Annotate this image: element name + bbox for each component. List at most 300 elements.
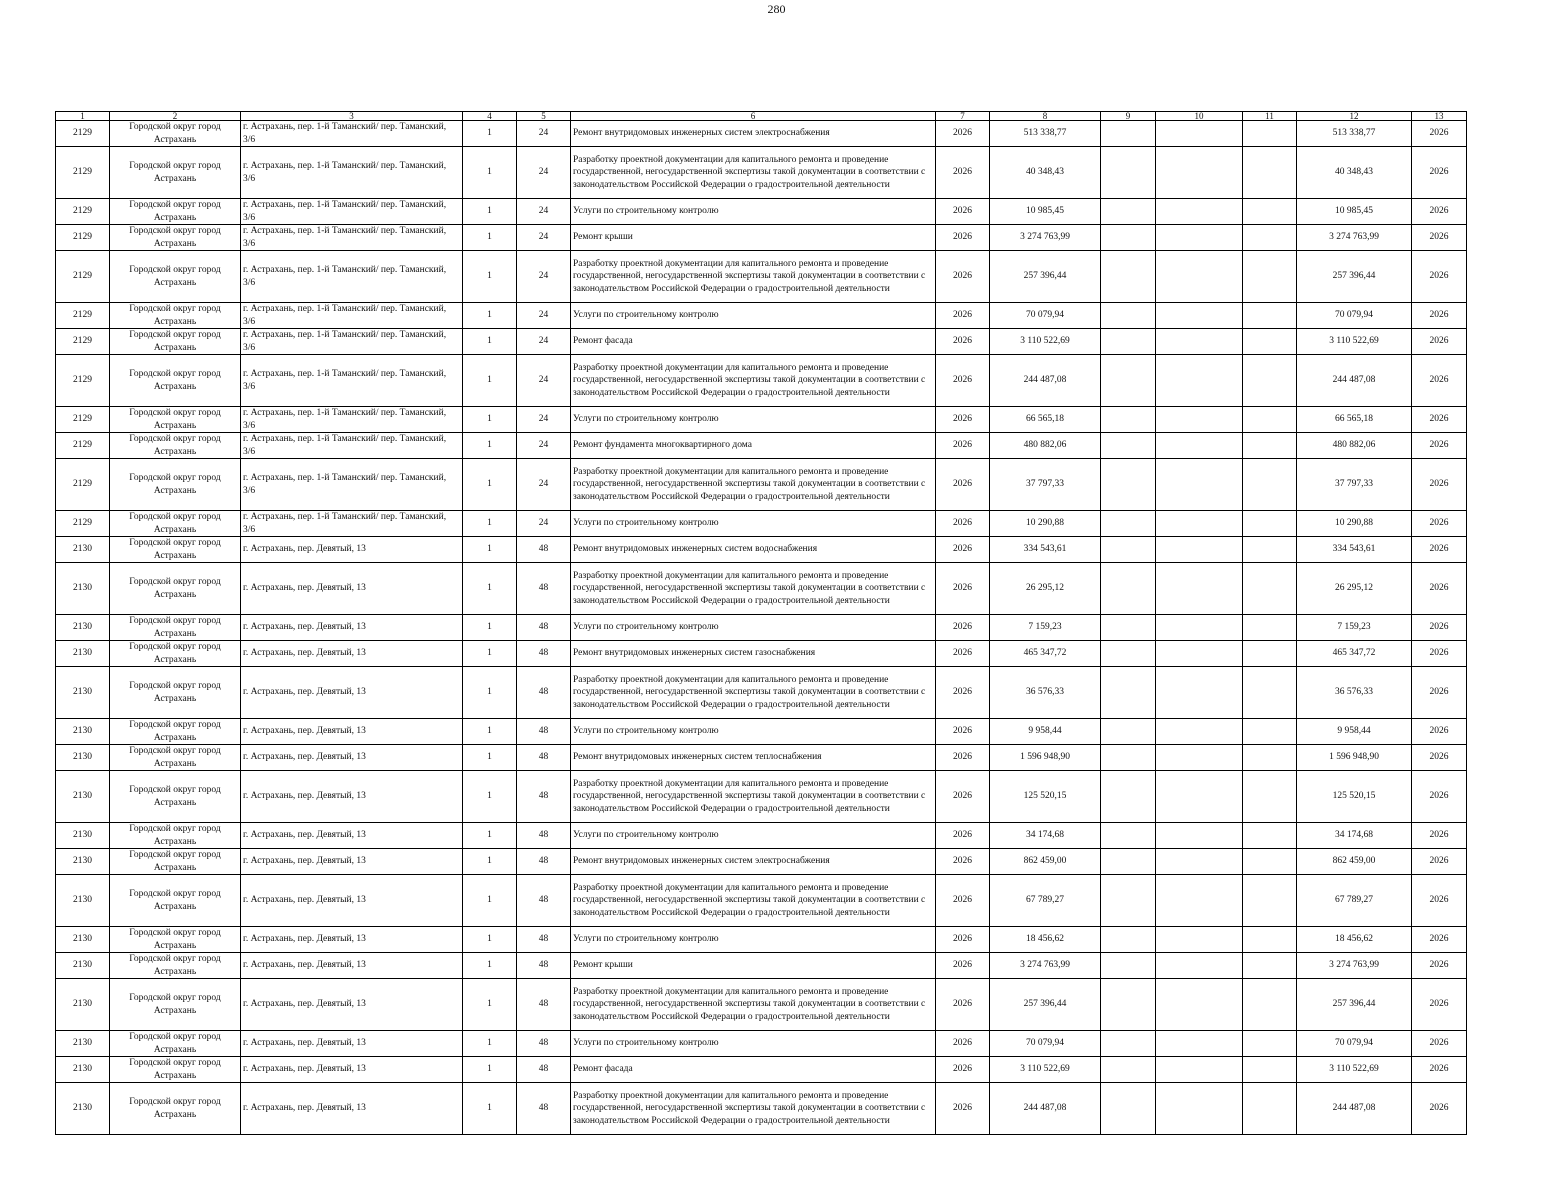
row-id-cell: 2129 — [56, 459, 110, 511]
col10-cell — [1156, 199, 1243, 225]
address-cell: г. Астрахань, пер. Девятый, 13 — [241, 641, 463, 667]
work-type-cell: Разработку проектной документации для капитального ремонта и проведение государственной, негосударственной экспертизы такой документации в соответствии с законодательством Российской Федерации о градостроительной деятельности — [571, 459, 936, 511]
municipality-cell: Городской округ город Астрахань — [110, 667, 241, 719]
work-type-cell: Разработку проектной документации для капитального ремонта и проведение государственной, негосударственной экспертизы такой документации в соответствии с законодательством Российской Федерации о градостроительной деятельности — [571, 667, 936, 719]
address-cell: г. Астрахань, пер. Девятый, 13 — [241, 745, 463, 771]
col9-cell — [1101, 823, 1156, 849]
address-cell: г. Астрахань, пер. 1-й Таманский/ пер. Таманский, 3/6 — [241, 355, 463, 407]
row-id-cell: 2130 — [56, 537, 110, 563]
end-year-cell: 2026 — [1412, 147, 1467, 199]
municipality-cell: Городской округ город Астрахань — [110, 1083, 241, 1135]
total-cell: 125 520,15 — [1297, 771, 1412, 823]
end-year-cell: 2026 — [1412, 667, 1467, 719]
end-year-cell: 2026 — [1412, 511, 1467, 537]
municipality-cell: Городской округ город Астрахань — [110, 355, 241, 407]
col10-cell — [1156, 615, 1243, 641]
table-row — [56, 407, 1467, 433]
col5-cell: 24 — [517, 121, 571, 147]
work-type-cell: Ремонт крыши — [571, 225, 936, 251]
municipality-cell: Городской округ город Астрахань — [110, 875, 241, 927]
col4-cell: 1 — [463, 121, 517, 147]
table-row — [56, 251, 1467, 303]
amount-cell: 3 274 763,99 — [990, 953, 1101, 979]
col5-cell: 24 — [517, 225, 571, 251]
column-header: 3 — [241, 112, 463, 121]
row-id-cell: 2130 — [56, 641, 110, 667]
amount-cell: 67 789,27 — [990, 875, 1101, 927]
work-type-cell: Разработку проектной документации для капитального ремонта и проведение государственной, негосударственной экспертизы такой документации в соответствии с законодательством Российской Федерации о градостроительной деятельности — [571, 147, 936, 199]
col5-cell: 48 — [517, 849, 571, 875]
column-header: 7 — [936, 112, 990, 121]
col11-cell — [1243, 979, 1297, 1031]
work-type-cell: Разработку проектной документации для капитального ремонта и проведение государственной, негосударственной экспертизы такой документации в соответствии с законодательством Российской Федерации о градостроительной деятельности — [571, 875, 936, 927]
row-id-cell: 2130 — [56, 875, 110, 927]
work-type-cell: Ремонт внутридомовых инженерных систем электроснабжения — [571, 121, 936, 147]
year-cell: 2026 — [936, 303, 990, 329]
col5-cell: 24 — [517, 355, 571, 407]
address-cell: г. Астрахань, пер. Девятый, 13 — [241, 927, 463, 953]
total-cell: 18 456,62 — [1297, 927, 1412, 953]
amount-cell: 244 487,08 — [990, 1083, 1101, 1135]
column-header: 4 — [463, 112, 517, 121]
work-type-cell: Ремонт фундамента многоквартирного дома — [571, 433, 936, 459]
total-cell: 3 110 522,69 — [1297, 329, 1412, 355]
municipality-cell: Городской округ город Астрахань — [110, 823, 241, 849]
end-year-cell: 2026 — [1412, 121, 1467, 147]
address-cell: г. Астрахань, пер. Девятый, 13 — [241, 979, 463, 1031]
year-cell: 2026 — [936, 615, 990, 641]
work-type-cell: Разработку проектной документации для капитального ремонта и проведение государственной, негосударственной экспертизы такой документации в соответствии с законодательством Российской Федерации о градостроительной деятельности — [571, 771, 936, 823]
end-year-cell: 2026 — [1412, 875, 1467, 927]
col4-cell: 1 — [463, 641, 517, 667]
amount-cell: 3 110 522,69 — [990, 329, 1101, 355]
municipality-cell: Городской округ город Астрахань — [110, 745, 241, 771]
col10-cell — [1156, 225, 1243, 251]
amount-cell: 26 295,12 — [990, 563, 1101, 615]
col10-cell — [1156, 537, 1243, 563]
table-row — [56, 823, 1467, 849]
table-row — [56, 1057, 1467, 1083]
col10-cell — [1156, 407, 1243, 433]
col5-cell: 48 — [517, 1083, 571, 1135]
table-row — [56, 563, 1467, 615]
column-header: 6 — [571, 112, 936, 121]
amount-cell: 3 110 522,69 — [990, 1057, 1101, 1083]
total-cell: 513 338,77 — [1297, 121, 1412, 147]
col10-cell — [1156, 433, 1243, 459]
end-year-cell: 2026 — [1412, 251, 1467, 303]
work-type-cell: Разработку проектной документации для капитального ремонта и проведение государственной, негосударственной экспертизы такой документации в соответствии с законодательством Российской Федерации о градостроительной деятельности — [571, 355, 936, 407]
table-row — [56, 771, 1467, 823]
total-cell: 9 958,44 — [1297, 719, 1412, 745]
municipality-cell: Городской округ город Астрахань — [110, 979, 241, 1031]
col4-cell: 1 — [463, 1057, 517, 1083]
col5-cell: 24 — [517, 459, 571, 511]
amount-cell: 66 565,18 — [990, 407, 1101, 433]
amount-cell: 40 348,43 — [990, 147, 1101, 199]
col4-cell: 1 — [463, 667, 517, 719]
year-cell: 2026 — [936, 1031, 990, 1057]
col4-cell: 1 — [463, 1083, 517, 1135]
col4-cell: 1 — [463, 199, 517, 225]
amount-cell: 70 079,94 — [990, 1031, 1101, 1057]
col4-cell: 1 — [463, 823, 517, 849]
amount-cell: 513 338,77 — [990, 121, 1101, 147]
amount-cell: 257 396,44 — [990, 251, 1101, 303]
col5-cell: 48 — [517, 641, 571, 667]
col4-cell: 1 — [463, 953, 517, 979]
col10-cell — [1156, 1031, 1243, 1057]
work-type-cell: Ремонт фасада — [571, 1057, 936, 1083]
col9-cell — [1101, 1031, 1156, 1057]
col10-cell — [1156, 953, 1243, 979]
table-row — [56, 875, 1467, 927]
amount-cell: 9 958,44 — [990, 719, 1101, 745]
work-type-cell: Ремонт крыши — [571, 953, 936, 979]
col9-cell — [1101, 771, 1156, 823]
col11-cell — [1243, 511, 1297, 537]
col11-cell — [1243, 641, 1297, 667]
col9-cell — [1101, 303, 1156, 329]
amount-cell: 10 985,45 — [990, 199, 1101, 225]
total-cell: 3 274 763,99 — [1297, 953, 1412, 979]
amount-cell: 34 174,68 — [990, 823, 1101, 849]
col5-cell: 24 — [517, 303, 571, 329]
table-row — [56, 121, 1467, 147]
col11-cell — [1243, 199, 1297, 225]
col11-cell — [1243, 225, 1297, 251]
municipality-cell: Городской округ город Астрахань — [110, 121, 241, 147]
row-id-cell: 2130 — [56, 771, 110, 823]
amount-cell: 3 274 763,99 — [990, 225, 1101, 251]
row-id-cell: 2130 — [56, 667, 110, 719]
municipality-cell: Городской округ город Астрахань — [110, 459, 241, 511]
end-year-cell: 2026 — [1412, 641, 1467, 667]
table-row — [56, 355, 1467, 407]
work-type-cell: Ремонт внутридомовых инженерных систем газоснабжения — [571, 641, 936, 667]
col5-cell: 48 — [517, 667, 571, 719]
col9-cell — [1101, 1083, 1156, 1135]
col4-cell: 1 — [463, 459, 517, 511]
address-cell: г. Астрахань, пер. Девятый, 13 — [241, 563, 463, 615]
municipality-cell: Городской округ город Астрахань — [110, 849, 241, 875]
address-cell: г. Астрахань, пер. 1-й Таманский/ пер. Таманский, 3/6 — [241, 303, 463, 329]
work-type-cell: Услуги по строительному контролю — [571, 823, 936, 849]
col11-cell — [1243, 121, 1297, 147]
address-cell: г. Астрахань, пер. 1-й Таманский/ пер. Таманский, 3/6 — [241, 511, 463, 537]
row-id-cell: 2130 — [56, 719, 110, 745]
end-year-cell: 2026 — [1412, 927, 1467, 953]
amount-cell: 862 459,00 — [990, 849, 1101, 875]
col10-cell — [1156, 303, 1243, 329]
amount-cell: 37 797,33 — [990, 459, 1101, 511]
col4-cell: 1 — [463, 329, 517, 355]
col9-cell — [1101, 355, 1156, 407]
year-cell: 2026 — [936, 537, 990, 563]
col10-cell — [1156, 979, 1243, 1031]
year-cell: 2026 — [936, 1057, 990, 1083]
municipality-cell: Городской округ город Астрахань — [110, 329, 241, 355]
col9-cell — [1101, 615, 1156, 641]
col4-cell: 1 — [463, 745, 517, 771]
year-cell: 2026 — [936, 953, 990, 979]
col11-cell — [1243, 953, 1297, 979]
municipality-cell: Городской округ город Астрахань — [110, 953, 241, 979]
table-row — [56, 719, 1467, 745]
year-cell: 2026 — [936, 1083, 990, 1135]
year-cell: 2026 — [936, 641, 990, 667]
total-cell: 465 347,72 — [1297, 641, 1412, 667]
col10-cell — [1156, 875, 1243, 927]
col10-cell — [1156, 849, 1243, 875]
work-type-cell: Услуги по строительному контролю — [571, 615, 936, 641]
work-type-cell: Услуги по строительному контролю — [571, 511, 936, 537]
col9-cell — [1101, 147, 1156, 199]
work-type-cell: Ремонт фасада — [571, 329, 936, 355]
address-cell: г. Астрахань, пер. Девятый, 13 — [241, 823, 463, 849]
total-cell: 480 882,06 — [1297, 433, 1412, 459]
col9-cell — [1101, 121, 1156, 147]
year-cell: 2026 — [936, 771, 990, 823]
table-row — [56, 927, 1467, 953]
col5-cell: 24 — [517, 511, 571, 537]
work-type-cell: Услуги по строительному контролю — [571, 927, 936, 953]
municipality-cell: Городской округ город Астрахань — [110, 303, 241, 329]
year-cell: 2026 — [936, 719, 990, 745]
end-year-cell: 2026 — [1412, 823, 1467, 849]
address-cell: г. Астрахань, пер. Девятый, 13 — [241, 1083, 463, 1135]
work-type-cell: Разработку проектной документации для капитального ремонта и проведение государственной, негосударственной экспертизы такой документации в соответствии с законодательством Российской Федерации о градостроительной деятельности — [571, 251, 936, 303]
table-row — [56, 667, 1467, 719]
col11-cell — [1243, 563, 1297, 615]
address-cell: г. Астрахань, пер. 1-й Таманский/ пер. Таманский, 3/6 — [241, 433, 463, 459]
col5-cell: 48 — [517, 537, 571, 563]
col11-cell — [1243, 667, 1297, 719]
work-type-cell: Ремонт внутридомовых инженерных систем водоснабжения — [571, 537, 936, 563]
year-cell: 2026 — [936, 745, 990, 771]
col4-cell: 1 — [463, 849, 517, 875]
col11-cell — [1243, 329, 1297, 355]
col4-cell: 1 — [463, 979, 517, 1031]
col4-cell: 1 — [463, 875, 517, 927]
col11-cell — [1243, 1083, 1297, 1135]
col5-cell: 48 — [517, 563, 571, 615]
row-id-cell: 2130 — [56, 849, 110, 875]
col5-cell: 24 — [517, 407, 571, 433]
col11-cell — [1243, 355, 1297, 407]
col5-cell: 48 — [517, 823, 571, 849]
col5-cell: 48 — [517, 719, 571, 745]
municipality-cell: Городской округ город Астрахань — [110, 719, 241, 745]
total-cell: 67 789,27 — [1297, 875, 1412, 927]
col10-cell — [1156, 1083, 1243, 1135]
col5-cell: 24 — [517, 251, 571, 303]
municipality-cell: Городской округ город Астрахань — [110, 1031, 241, 1057]
row-id-cell: 2129 — [56, 251, 110, 303]
total-cell: 244 487,08 — [1297, 1083, 1412, 1135]
total-cell: 7 159,23 — [1297, 615, 1412, 641]
row-id-cell: 2130 — [56, 1083, 110, 1135]
amount-cell: 7 159,23 — [990, 615, 1101, 641]
col10-cell — [1156, 823, 1243, 849]
end-year-cell: 2026 — [1412, 563, 1467, 615]
end-year-cell: 2026 — [1412, 329, 1467, 355]
end-year-cell: 2026 — [1412, 953, 1467, 979]
capital-repair-table — [55, 111, 1467, 1135]
row-id-cell: 2130 — [56, 979, 110, 1031]
total-cell: 70 079,94 — [1297, 303, 1412, 329]
table-row — [56, 979, 1467, 1031]
col11-cell — [1243, 615, 1297, 641]
col9-cell — [1101, 875, 1156, 927]
row-id-cell: 2129 — [56, 121, 110, 147]
total-cell: 10 290,88 — [1297, 511, 1412, 537]
municipality-cell: Городской округ город Астрахань — [110, 1057, 241, 1083]
row-id-cell: 2130 — [56, 953, 110, 979]
municipality-cell: Городской округ город Астрахань — [110, 927, 241, 953]
total-cell: 10 985,45 — [1297, 199, 1412, 225]
col11-cell — [1243, 745, 1297, 771]
table-row — [56, 511, 1467, 537]
col4-cell: 1 — [463, 303, 517, 329]
end-year-cell: 2026 — [1412, 459, 1467, 511]
work-type-cell: Разработку проектной документации для капитального ремонта и проведение государственной, негосударственной экспертизы такой документации в соответствии с законодательством Российской Федерации о градостроительной деятельности — [571, 1083, 936, 1135]
amount-cell: 244 487,08 — [990, 355, 1101, 407]
amount-cell: 465 347,72 — [990, 641, 1101, 667]
row-id-cell: 2129 — [56, 355, 110, 407]
col5-cell: 48 — [517, 1057, 571, 1083]
col5-cell: 48 — [517, 979, 571, 1031]
column-header: 8 — [990, 112, 1101, 121]
year-cell: 2026 — [936, 563, 990, 615]
year-cell: 2026 — [936, 927, 990, 953]
col9-cell — [1101, 407, 1156, 433]
year-cell: 2026 — [936, 979, 990, 1031]
table-row — [56, 641, 1467, 667]
col11-cell — [1243, 771, 1297, 823]
row-id-cell: 2129 — [56, 329, 110, 355]
col4-cell: 1 — [463, 147, 517, 199]
work-type-cell: Услуги по строительному контролю — [571, 407, 936, 433]
col4-cell: 1 — [463, 719, 517, 745]
table-row — [56, 849, 1467, 875]
col9-cell — [1101, 199, 1156, 225]
table-row — [56, 329, 1467, 355]
row-id-cell: 2129 — [56, 199, 110, 225]
end-year-cell: 2026 — [1412, 719, 1467, 745]
table-row — [56, 225, 1467, 251]
col9-cell — [1101, 459, 1156, 511]
column-header: 11 — [1243, 112, 1297, 121]
address-cell: г. Астрахань, пер. Девятый, 13 — [241, 953, 463, 979]
col9-cell — [1101, 667, 1156, 719]
col9-cell — [1101, 433, 1156, 459]
col4-cell: 1 — [463, 1031, 517, 1057]
col10-cell — [1156, 511, 1243, 537]
amount-cell: 334 543,61 — [990, 537, 1101, 563]
col10-cell — [1156, 927, 1243, 953]
total-cell: 244 487,08 — [1297, 355, 1412, 407]
end-year-cell: 2026 — [1412, 745, 1467, 771]
column-header: 5 — [517, 112, 571, 121]
col9-cell — [1101, 511, 1156, 537]
col10-cell — [1156, 745, 1243, 771]
table-body — [56, 121, 1467, 1135]
col4-cell: 1 — [463, 407, 517, 433]
table-row — [56, 433, 1467, 459]
row-id-cell: 2130 — [56, 745, 110, 771]
end-year-cell: 2026 — [1412, 355, 1467, 407]
col10-cell — [1156, 1057, 1243, 1083]
col4-cell: 1 — [463, 511, 517, 537]
municipality-cell: Городской округ город Астрахань — [110, 147, 241, 199]
col5-cell: 24 — [517, 433, 571, 459]
address-cell: г. Астрахань, пер. Девятый, 13 — [241, 1057, 463, 1083]
municipality-cell: Городской округ город Астрахань — [110, 407, 241, 433]
municipality-cell: Городской округ город Астрахань — [110, 615, 241, 641]
col11-cell — [1243, 459, 1297, 511]
municipality-cell: Городской округ город Астрахань — [110, 771, 241, 823]
col5-cell: 24 — [517, 199, 571, 225]
page-number: 280 — [767, 2, 786, 16]
year-cell: 2026 — [936, 511, 990, 537]
total-cell: 3 274 763,99 — [1297, 225, 1412, 251]
col9-cell — [1101, 251, 1156, 303]
col9-cell — [1101, 225, 1156, 251]
column-header: 12 — [1297, 112, 1412, 121]
work-type-cell: Разработку проектной документации для капитального ремонта и проведение государственной, негосударственной экспертизы такой документации в соответствии с законодательством Российской Федерации о градостроительной деятельности — [571, 979, 936, 1031]
year-cell: 2026 — [936, 849, 990, 875]
col10-cell — [1156, 355, 1243, 407]
work-type-cell: Ремонт внутридомовых инженерных систем теплоснабжения — [571, 745, 936, 771]
municipality-cell: Городской округ город Астрахань — [110, 511, 241, 537]
total-cell: 34 174,68 — [1297, 823, 1412, 849]
col10-cell — [1156, 719, 1243, 745]
year-cell: 2026 — [936, 823, 990, 849]
municipality-cell: Городской округ город Астрахань — [110, 251, 241, 303]
year-cell: 2026 — [936, 199, 990, 225]
municipality-cell: Городской округ город Астрахань — [110, 537, 241, 563]
table-row — [56, 147, 1467, 199]
col9-cell — [1101, 1057, 1156, 1083]
year-cell: 2026 — [936, 225, 990, 251]
col11-cell — [1243, 537, 1297, 563]
col11-cell — [1243, 719, 1297, 745]
table-row — [56, 303, 1467, 329]
row-id-cell: 2130 — [56, 563, 110, 615]
col11-cell — [1243, 147, 1297, 199]
col4-cell: 1 — [463, 615, 517, 641]
year-cell: 2026 — [936, 329, 990, 355]
municipality-cell: Городской округ город Астрахань — [110, 199, 241, 225]
address-cell: г. Астрахань, пер. Девятый, 13 — [241, 537, 463, 563]
amount-cell: 18 456,62 — [990, 927, 1101, 953]
column-header: 9 — [1101, 112, 1156, 121]
year-cell: 2026 — [936, 355, 990, 407]
address-cell: г. Астрахань, пер. Девятый, 13 — [241, 615, 463, 641]
address-cell: г. Астрахань, пер. Девятый, 13 — [241, 875, 463, 927]
col10-cell — [1156, 667, 1243, 719]
total-cell: 26 295,12 — [1297, 563, 1412, 615]
year-cell: 2026 — [936, 121, 990, 147]
amount-cell: 257 396,44 — [990, 979, 1101, 1031]
col9-cell — [1101, 953, 1156, 979]
col5-cell: 48 — [517, 875, 571, 927]
row-id-cell: 2130 — [56, 1031, 110, 1057]
col9-cell — [1101, 849, 1156, 875]
col11-cell — [1243, 927, 1297, 953]
amount-cell: 480 882,06 — [990, 433, 1101, 459]
